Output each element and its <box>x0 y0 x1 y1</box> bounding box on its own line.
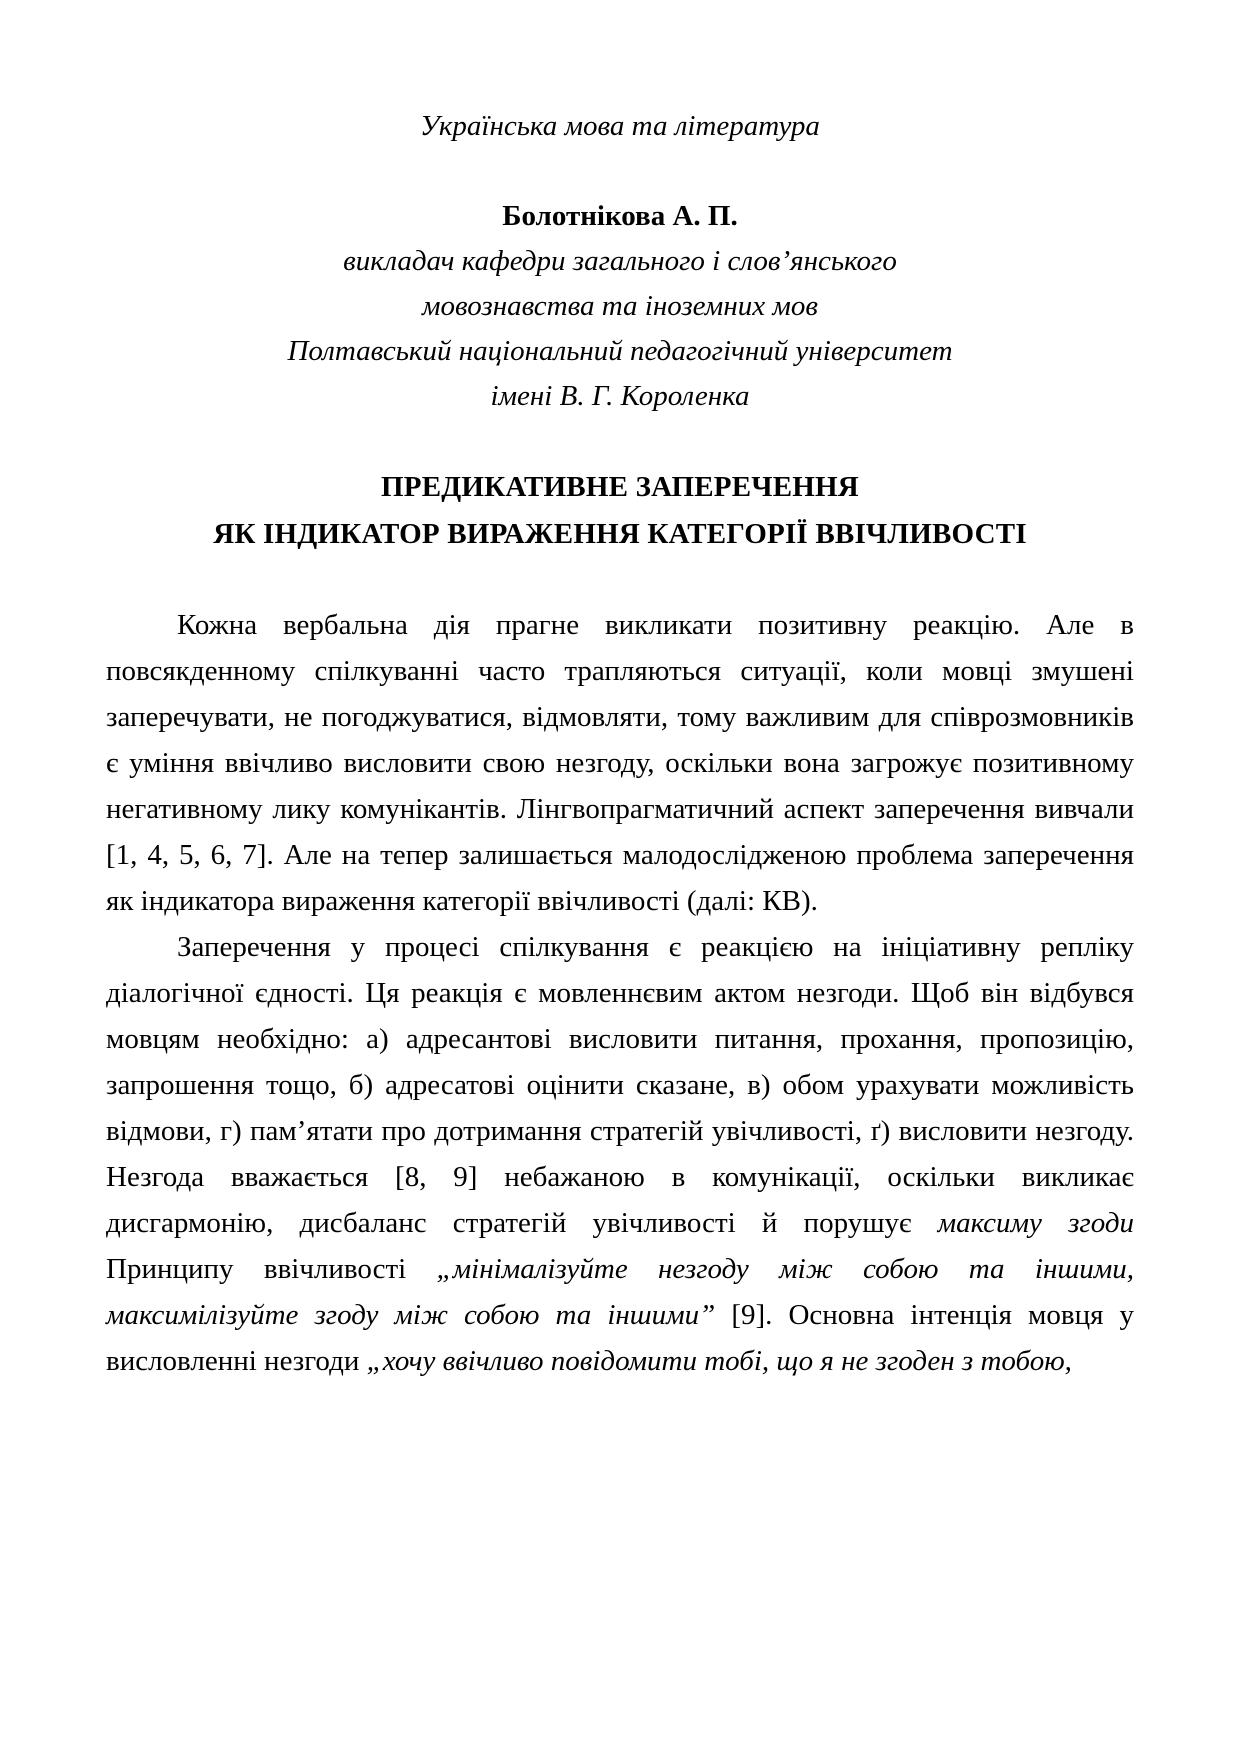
title-line: ЯК ІНДИКАТОР ВИРАЖЕННЯ КАТЕГОРІЇ ВВІЧЛИВОСТІ <box>213 518 1027 550</box>
italic-text-run: „мінімалізуйте незгоду між собою та іншими, максимілізуйте згоду між собою та іншими” <box>106 1253 1134 1331</box>
text-run: Принципу ввічливості <box>106 1253 437 1285</box>
article-body <box>106 602 1134 1384</box>
italic-text-run: „хочу ввічливо повідомити тобі, що я не згоден з тобою, <box>366 1345 1072 1377</box>
title-line: ПРЕДИКАТИВНЕ ЗАПЕРЕЧЕННЯ <box>381 471 859 503</box>
affiliation-line: імені В. Г. Короленка <box>490 380 750 412</box>
affiliation-block <box>106 239 1134 419</box>
affiliation-line: Полтавський національний педагогічний університет <box>287 335 953 367</box>
journal-header: Українська мова та література <box>420 110 820 142</box>
paragraph <box>106 924 1134 1384</box>
author-name: Болотнікова А. П. <box>502 200 738 232</box>
affiliation-line: викладач кафедри загального і слов’янського <box>343 245 897 277</box>
text-run: Кожна вербальна дія прагне викликати позитивну реакцію. Але в повсякденному спілкуванні часто трапляються ситуації, коли мовці змушені заперечувати, не погоджуватися, відмовляти, тому важливим для співрозмовників є уміння ввічливо висловити свою незгоду, оскільки вона загрожує позитивному негативному лику комунікантів. Лінгвопрагматичний аспект заперечення вивчали [1, 4, 5, 6, 7]. Але на тепер залишається малодослідженою проблема заперечення як індикатора вираження категорії ввічливості (далі: КВ). <box>106 609 1134 917</box>
text-run: [9]. Основна інтенція мовця у висловленні незгоди <box>106 1299 1134 1377</box>
affiliation-line: мовознавства та іноземних мов <box>422 290 818 322</box>
text-run: Заперечення у процесі спілкування є реакцією на ініціативну репліку діалогічної єдності. Ця реакція є мовленнєвим актом незгоди. Щоб він відбувся мовцям необхідно: а) адресантові висловити питання, прохання, пропозицію, запрошення тощо, б) адресатові оцінити сказане, в) обом урахувати можливість відмови, г) пам’ятати про дотримання стратегій увічливості, ґ) висловити незгоду. Незгода вважається [8, 9] небажаною в комунікації, оскільки викликає дисгармонію, дисбаланс стратегій увічливості й порушує <box>106 931 1134 1239</box>
paragraph <box>106 602 1134 924</box>
article-title <box>106 464 1134 558</box>
italic-text-run: максиму згоди <box>937 1207 1134 1239</box>
